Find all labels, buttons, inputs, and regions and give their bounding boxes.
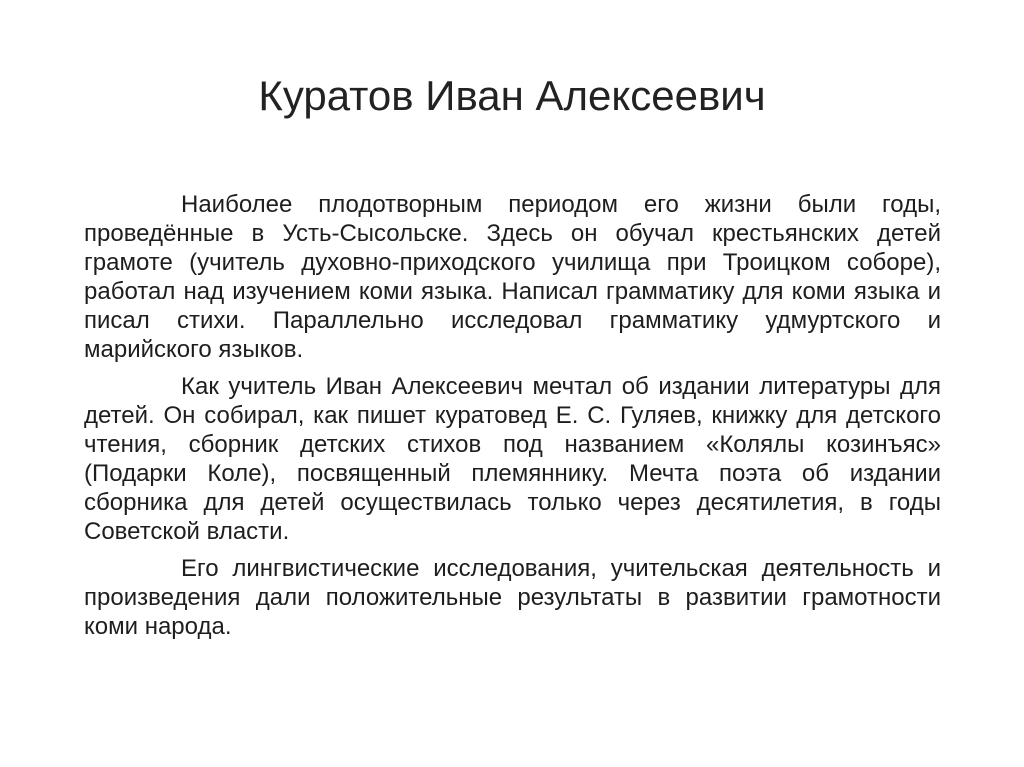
slide-body xyxy=(84,190,941,649)
paragraph-biography-period: Наиболее плодотворным периодом его жизни были годы, проведённые в Усть-Сысольске. Здесь он обучал крестьянских детей грамоте (учитель духовно-приходского училища при Троицком соборе), работал над изучением коми языка. Написал грамматику для коми языка и писал стихи. Параллельно исследовал грамматику удмуртского и марийского языков. xyxy=(84,191,941,363)
paragraph-linguistic-legacy: Его лингвистические исследования, учительская деятельность и произведения дали положительные результаты в развитии грамотности коми народа. xyxy=(84,555,941,640)
slide-title: Куратов Иван Алексеевич xyxy=(258,72,766,119)
paragraph-children-literature: Как учитель Иван Алексеевич мечтал об издании литературы для детей. Он собирал, как пишет куратовед Е. С. Гуляев, книжку для детского чтения, сборник детских стихов под названием «Колялы козинъяс» (Подарки Коле), посвященный племяннику. Мечта поэта об издании сборника для детей осуществилась только через десятилетия, в годы Советской власти. xyxy=(84,373,941,545)
